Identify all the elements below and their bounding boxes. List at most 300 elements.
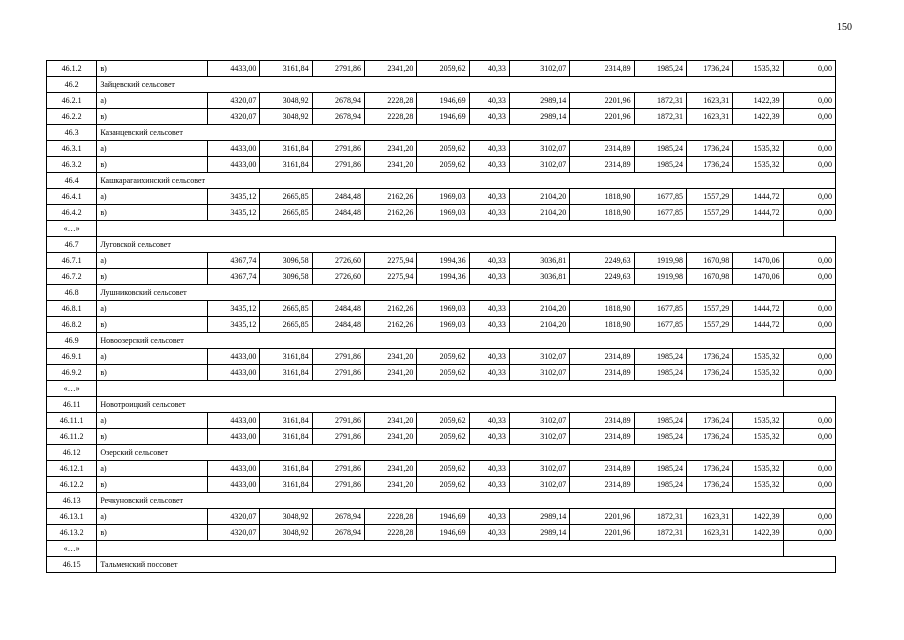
value-cell: 3435,12 [208, 317, 260, 333]
value-cell: 2484,48 [312, 301, 364, 317]
value-cell: 2726,60 [312, 269, 364, 285]
table-row [47, 477, 836, 493]
value-cell: 3161,84 [260, 461, 312, 477]
value-cell: 40,33 [469, 301, 509, 317]
value-cell: 40,33 [469, 461, 509, 477]
row-suffix-cell: а) [97, 253, 208, 269]
value-cell: 0,00 [783, 109, 835, 125]
value-cell: 40,33 [469, 509, 509, 525]
value-cell: 0,00 [783, 141, 835, 157]
value-cell: 2989,14 [509, 525, 569, 541]
value-cell: 2341,20 [364, 429, 416, 445]
omission-edge-cell [783, 541, 835, 557]
value-cell: 0,00 [783, 253, 835, 269]
omission-row [47, 541, 836, 557]
value-cell: 2791,86 [312, 413, 364, 429]
value-cell: 2059,62 [417, 61, 469, 77]
value-cell: 1736,24 [687, 477, 733, 493]
value-cell: 2104,20 [509, 189, 569, 205]
row-suffix-cell: в) [97, 205, 208, 221]
value-cell: 2341,20 [364, 157, 416, 173]
value-cell: 1985,24 [634, 429, 686, 445]
value-cell: 4433,00 [208, 365, 260, 381]
value-cell: 3096,58 [260, 253, 312, 269]
value-cell: 1444,72 [733, 189, 783, 205]
row-code-cell: 46.11.2 [47, 429, 97, 445]
value-cell: 3048,92 [260, 109, 312, 125]
value-cell: 1994,36 [417, 253, 469, 269]
section-name-cell: Новоозерский сельсовет [97, 333, 836, 349]
value-cell: 2059,62 [417, 141, 469, 157]
value-cell: 2665,85 [260, 189, 312, 205]
value-cell: 1736,24 [687, 461, 733, 477]
section-heading-row [47, 173, 836, 189]
tariff-table [46, 60, 836, 573]
value-cell: 2249,63 [570, 253, 634, 269]
value-cell: 4367,74 [208, 253, 260, 269]
row-code-cell: 46.8.1 [47, 301, 97, 317]
value-cell: 3161,84 [260, 349, 312, 365]
value-cell: 1818,90 [570, 301, 634, 317]
value-cell: 40,33 [469, 253, 509, 269]
value-cell: 40,33 [469, 413, 509, 429]
value-cell: 1422,39 [733, 525, 783, 541]
value-cell: 2341,20 [364, 461, 416, 477]
value-cell: 1985,24 [634, 477, 686, 493]
value-cell: 2678,94 [312, 109, 364, 125]
value-cell: 1872,31 [634, 525, 686, 541]
value-cell: 40,33 [469, 61, 509, 77]
value-cell: 3435,12 [208, 189, 260, 205]
section-name-cell: Лушниковский сельсовет [97, 285, 836, 301]
table-row [47, 269, 836, 285]
value-cell: 0,00 [783, 93, 835, 109]
value-cell: 2791,86 [312, 141, 364, 157]
value-cell: 1969,03 [417, 205, 469, 221]
section-heading-row [47, 285, 836, 301]
value-cell: 1818,90 [570, 189, 634, 205]
value-cell: 1736,24 [687, 157, 733, 173]
value-cell: 4320,07 [208, 509, 260, 525]
value-cell: 0,00 [783, 413, 835, 429]
value-cell: 2228,28 [364, 525, 416, 541]
value-cell: 2314,89 [570, 349, 634, 365]
table-row [47, 317, 836, 333]
value-cell: 2791,86 [312, 477, 364, 493]
section-heading-row [47, 125, 836, 141]
value-cell: 2341,20 [364, 365, 416, 381]
section-name-cell: Озерский сельсовет [97, 445, 836, 461]
omission-blank-cell [97, 381, 783, 397]
value-cell: 2162,26 [364, 189, 416, 205]
value-cell: 1535,32 [733, 141, 783, 157]
row-suffix-cell: а) [97, 93, 208, 109]
row-suffix-cell: в) [97, 61, 208, 77]
value-cell: 0,00 [783, 429, 835, 445]
section-code-cell: 46.15 [47, 557, 97, 573]
value-cell: 2484,48 [312, 205, 364, 221]
row-suffix-cell: а) [97, 189, 208, 205]
value-cell: 2104,20 [509, 205, 569, 221]
value-cell: 40,33 [469, 317, 509, 333]
row-code-cell: 46.8.2 [47, 317, 97, 333]
row-suffix-cell: а) [97, 509, 208, 525]
row-suffix-cell: а) [97, 301, 208, 317]
value-cell: 3036,81 [509, 269, 569, 285]
value-cell: 1444,72 [733, 301, 783, 317]
value-cell: 0,00 [783, 269, 835, 285]
value-cell: 1623,31 [687, 525, 733, 541]
value-cell: 2314,89 [570, 413, 634, 429]
value-cell: 0,00 [783, 301, 835, 317]
section-name-cell: Новотроицкий сельсовет [97, 397, 836, 413]
value-cell: 1818,90 [570, 317, 634, 333]
value-cell: 3102,07 [509, 157, 569, 173]
value-cell: 2791,86 [312, 61, 364, 77]
value-cell: 4367,74 [208, 269, 260, 285]
value-cell: 1444,72 [733, 317, 783, 333]
value-cell: 3102,07 [509, 365, 569, 381]
table-row [47, 301, 836, 317]
omission-row [47, 221, 836, 237]
omission-row [47, 381, 836, 397]
value-cell: 1677,85 [634, 317, 686, 333]
value-cell: 4433,00 [208, 141, 260, 157]
value-cell: 3161,84 [260, 365, 312, 381]
table-row [47, 93, 836, 109]
value-cell: 1872,31 [634, 509, 686, 525]
omission-edge-cell [783, 221, 835, 237]
value-cell: 3102,07 [509, 477, 569, 493]
value-cell: 40,33 [469, 109, 509, 125]
value-cell: 2249,63 [570, 269, 634, 285]
value-cell: 1919,98 [634, 269, 686, 285]
row-suffix-cell: а) [97, 461, 208, 477]
table-row [47, 413, 836, 429]
value-cell: 1872,31 [634, 109, 686, 125]
value-cell: 40,33 [469, 189, 509, 205]
row-suffix-cell: а) [97, 413, 208, 429]
section-heading-row [47, 397, 836, 413]
value-cell: 1985,24 [634, 157, 686, 173]
value-cell: 2201,96 [570, 509, 634, 525]
row-code-cell: 46.1.2 [47, 61, 97, 77]
value-cell: 3102,07 [509, 461, 569, 477]
value-cell: 2989,14 [509, 509, 569, 525]
table-row [47, 461, 836, 477]
value-cell: 3102,07 [509, 61, 569, 77]
value-cell: 2162,26 [364, 205, 416, 221]
table-row [47, 61, 836, 77]
table-row [47, 509, 836, 525]
section-name-cell: Речкуновский сельсовет [97, 493, 836, 509]
value-cell: 1535,32 [733, 365, 783, 381]
value-cell: 4433,00 [208, 349, 260, 365]
value-cell: 1919,98 [634, 253, 686, 269]
row-code-cell: 46.12.1 [47, 461, 97, 477]
value-cell: 3161,84 [260, 61, 312, 77]
row-suffix-cell: в) [97, 525, 208, 541]
value-cell: 2314,89 [570, 61, 634, 77]
value-cell: 1969,03 [417, 189, 469, 205]
table-row [47, 429, 836, 445]
row-code-cell: 46.9.2 [47, 365, 97, 381]
row-code-cell: 46.11.1 [47, 413, 97, 429]
value-cell: 0,00 [783, 157, 835, 173]
value-cell: 2341,20 [364, 141, 416, 157]
value-cell: 4320,07 [208, 93, 260, 109]
value-cell: 0,00 [783, 205, 835, 221]
row-code-cell: 46.3.2 [47, 157, 97, 173]
value-cell: 3102,07 [509, 429, 569, 445]
value-cell: 40,33 [469, 205, 509, 221]
value-cell: 40,33 [469, 429, 509, 445]
value-cell: 2059,62 [417, 461, 469, 477]
row-suffix-cell: в) [97, 477, 208, 493]
section-name-cell: Луговской сельсовет [97, 237, 836, 253]
value-cell: 2228,28 [364, 509, 416, 525]
value-cell: 3102,07 [509, 413, 569, 429]
row-code-cell: 46.9.1 [47, 349, 97, 365]
value-cell: 3102,07 [509, 349, 569, 365]
value-cell: 1985,24 [634, 141, 686, 157]
value-cell: 1623,31 [687, 509, 733, 525]
value-cell: 2059,62 [417, 477, 469, 493]
value-cell: 2314,89 [570, 429, 634, 445]
table-row [47, 205, 836, 221]
table-row [47, 189, 836, 205]
value-cell: 2341,20 [364, 413, 416, 429]
value-cell: 1985,24 [634, 61, 686, 77]
value-cell: 2989,14 [509, 93, 569, 109]
value-cell: 0,00 [783, 317, 835, 333]
value-cell: 1736,24 [687, 413, 733, 429]
value-cell: 1985,24 [634, 349, 686, 365]
section-code-cell: 46.11 [47, 397, 97, 413]
value-cell: 0,00 [783, 349, 835, 365]
table-row [47, 525, 836, 541]
table-row [47, 157, 836, 173]
value-cell: 4320,07 [208, 525, 260, 541]
value-cell: 2341,20 [364, 61, 416, 77]
value-cell: 3048,92 [260, 525, 312, 541]
value-cell: 2059,62 [417, 413, 469, 429]
value-cell: 3161,84 [260, 429, 312, 445]
row-suffix-cell: в) [97, 109, 208, 125]
value-cell: 1736,24 [687, 349, 733, 365]
omission-edge-cell [783, 381, 835, 397]
value-cell: 1422,39 [733, 509, 783, 525]
value-cell: 3102,07 [509, 141, 569, 157]
row-code-cell: 46.13.2 [47, 525, 97, 541]
value-cell: 2341,20 [364, 349, 416, 365]
value-cell: 2104,20 [509, 301, 569, 317]
value-cell: 3036,81 [509, 253, 569, 269]
value-cell: 1670,98 [687, 253, 733, 269]
row-suffix-cell: в) [97, 365, 208, 381]
value-cell: 4433,00 [208, 413, 260, 429]
value-cell: 40,33 [469, 93, 509, 109]
value-cell: 3048,92 [260, 93, 312, 109]
value-cell: 40,33 [469, 525, 509, 541]
value-cell: 4433,00 [208, 61, 260, 77]
row-suffix-cell: в) [97, 429, 208, 445]
value-cell: 1535,32 [733, 429, 783, 445]
value-cell: 40,33 [469, 365, 509, 381]
value-cell: 0,00 [783, 61, 835, 77]
row-code-cell: 46.2.1 [47, 93, 97, 109]
section-name-cell: Тальменский поссовет [97, 557, 836, 573]
value-cell: 4433,00 [208, 157, 260, 173]
value-cell: 1969,03 [417, 317, 469, 333]
value-cell: 2989,14 [509, 109, 569, 125]
section-heading-row [47, 445, 836, 461]
value-cell: 1872,31 [634, 93, 686, 109]
value-cell: 1677,85 [634, 189, 686, 205]
table-row [47, 141, 836, 157]
value-cell: 0,00 [783, 477, 835, 493]
omission-blank-cell [97, 541, 783, 557]
value-cell: 1557,29 [687, 301, 733, 317]
section-heading-row [47, 237, 836, 253]
table-row [47, 365, 836, 381]
section-code-cell: 46.2 [47, 77, 97, 93]
value-cell: 3161,84 [260, 477, 312, 493]
value-cell: 1985,24 [634, 413, 686, 429]
value-cell: 1670,98 [687, 269, 733, 285]
table-body [47, 61, 836, 573]
value-cell: 4433,00 [208, 477, 260, 493]
value-cell: 1623,31 [687, 109, 733, 125]
value-cell: 2678,94 [312, 525, 364, 541]
value-cell: 1422,39 [733, 109, 783, 125]
table-row [47, 109, 836, 125]
table-row [47, 253, 836, 269]
value-cell: 3435,12 [208, 205, 260, 221]
value-cell: 2665,85 [260, 205, 312, 221]
value-cell: 2791,86 [312, 157, 364, 173]
value-cell: 1470,06 [733, 269, 783, 285]
value-cell: 0,00 [783, 525, 835, 541]
value-cell: 1535,32 [733, 61, 783, 77]
omission-marker-cell: «…» [47, 541, 97, 557]
value-cell: 2228,28 [364, 109, 416, 125]
value-cell: 1444,72 [733, 205, 783, 221]
row-code-cell: 46.7.1 [47, 253, 97, 269]
omission-marker-cell: «…» [47, 381, 97, 397]
value-cell: 4433,00 [208, 429, 260, 445]
section-heading-row [47, 333, 836, 349]
value-cell: 2678,94 [312, 509, 364, 525]
value-cell: 1557,29 [687, 317, 733, 333]
value-cell: 2726,60 [312, 253, 364, 269]
value-cell: 1422,39 [733, 93, 783, 109]
value-cell: 1818,90 [570, 205, 634, 221]
section-name-cell: Кашкарагаихинский сельсовет [97, 173, 836, 189]
value-cell: 1535,32 [733, 157, 783, 173]
value-cell: 1557,29 [687, 189, 733, 205]
section-code-cell: 46.9 [47, 333, 97, 349]
value-cell: 2201,96 [570, 109, 634, 125]
value-cell: 2201,96 [570, 525, 634, 541]
value-cell: 0,00 [783, 189, 835, 205]
value-cell: 1994,36 [417, 269, 469, 285]
value-cell: 2314,89 [570, 365, 634, 381]
row-code-cell: 46.4.1 [47, 189, 97, 205]
value-cell: 2314,89 [570, 157, 634, 173]
value-cell: 2484,48 [312, 189, 364, 205]
value-cell: 2059,62 [417, 349, 469, 365]
page-number: 150 [837, 22, 852, 33]
row-code-cell: 46.12.2 [47, 477, 97, 493]
value-cell: 1535,32 [733, 461, 783, 477]
section-code-cell: 46.4 [47, 173, 97, 189]
value-cell: 1969,03 [417, 301, 469, 317]
value-cell: 1736,24 [687, 365, 733, 381]
value-cell: 2665,85 [260, 301, 312, 317]
row-suffix-cell: а) [97, 141, 208, 157]
row-suffix-cell: в) [97, 157, 208, 173]
value-cell: 40,33 [469, 269, 509, 285]
section-heading-row [47, 557, 836, 573]
value-cell: 2484,48 [312, 317, 364, 333]
value-cell: 2314,89 [570, 461, 634, 477]
table-row [47, 349, 836, 365]
value-cell: 4433,00 [208, 461, 260, 477]
value-cell: 1677,85 [634, 301, 686, 317]
value-cell: 1677,85 [634, 205, 686, 221]
value-cell: 2314,89 [570, 477, 634, 493]
value-cell: 0,00 [783, 461, 835, 477]
value-cell: 1470,06 [733, 253, 783, 269]
row-suffix-cell: в) [97, 317, 208, 333]
value-cell: 1946,69 [417, 93, 469, 109]
section-heading-row [47, 77, 836, 93]
section-code-cell: 46.8 [47, 285, 97, 301]
value-cell: 40,33 [469, 141, 509, 157]
value-cell: 2314,89 [570, 141, 634, 157]
value-cell: 3161,84 [260, 141, 312, 157]
value-cell: 1736,24 [687, 429, 733, 445]
value-cell: 2228,28 [364, 93, 416, 109]
section-name-cell: Казанцевский сельсовет [97, 125, 836, 141]
value-cell: 1736,24 [687, 141, 733, 157]
value-cell: 2059,62 [417, 429, 469, 445]
value-cell: 3048,92 [260, 509, 312, 525]
value-cell: 40,33 [469, 477, 509, 493]
row-code-cell: 46.13.1 [47, 509, 97, 525]
value-cell: 4320,07 [208, 109, 260, 125]
value-cell: 1736,24 [687, 61, 733, 77]
value-cell: 2275,94 [364, 253, 416, 269]
section-code-cell: 46.12 [47, 445, 97, 461]
section-name-cell: Зайцевский сельсовет [97, 77, 836, 93]
value-cell: 2275,94 [364, 269, 416, 285]
value-cell: 2162,26 [364, 301, 416, 317]
value-cell: 2341,20 [364, 477, 416, 493]
value-cell: 3161,84 [260, 157, 312, 173]
value-cell: 1946,69 [417, 525, 469, 541]
row-suffix-cell: а) [97, 349, 208, 365]
value-cell: 2678,94 [312, 93, 364, 109]
value-cell: 2665,85 [260, 317, 312, 333]
value-cell: 2791,86 [312, 429, 364, 445]
value-cell: 1985,24 [634, 365, 686, 381]
value-cell: 1985,24 [634, 461, 686, 477]
value-cell: 3161,84 [260, 413, 312, 429]
value-cell: 3096,58 [260, 269, 312, 285]
value-cell: 1535,32 [733, 413, 783, 429]
